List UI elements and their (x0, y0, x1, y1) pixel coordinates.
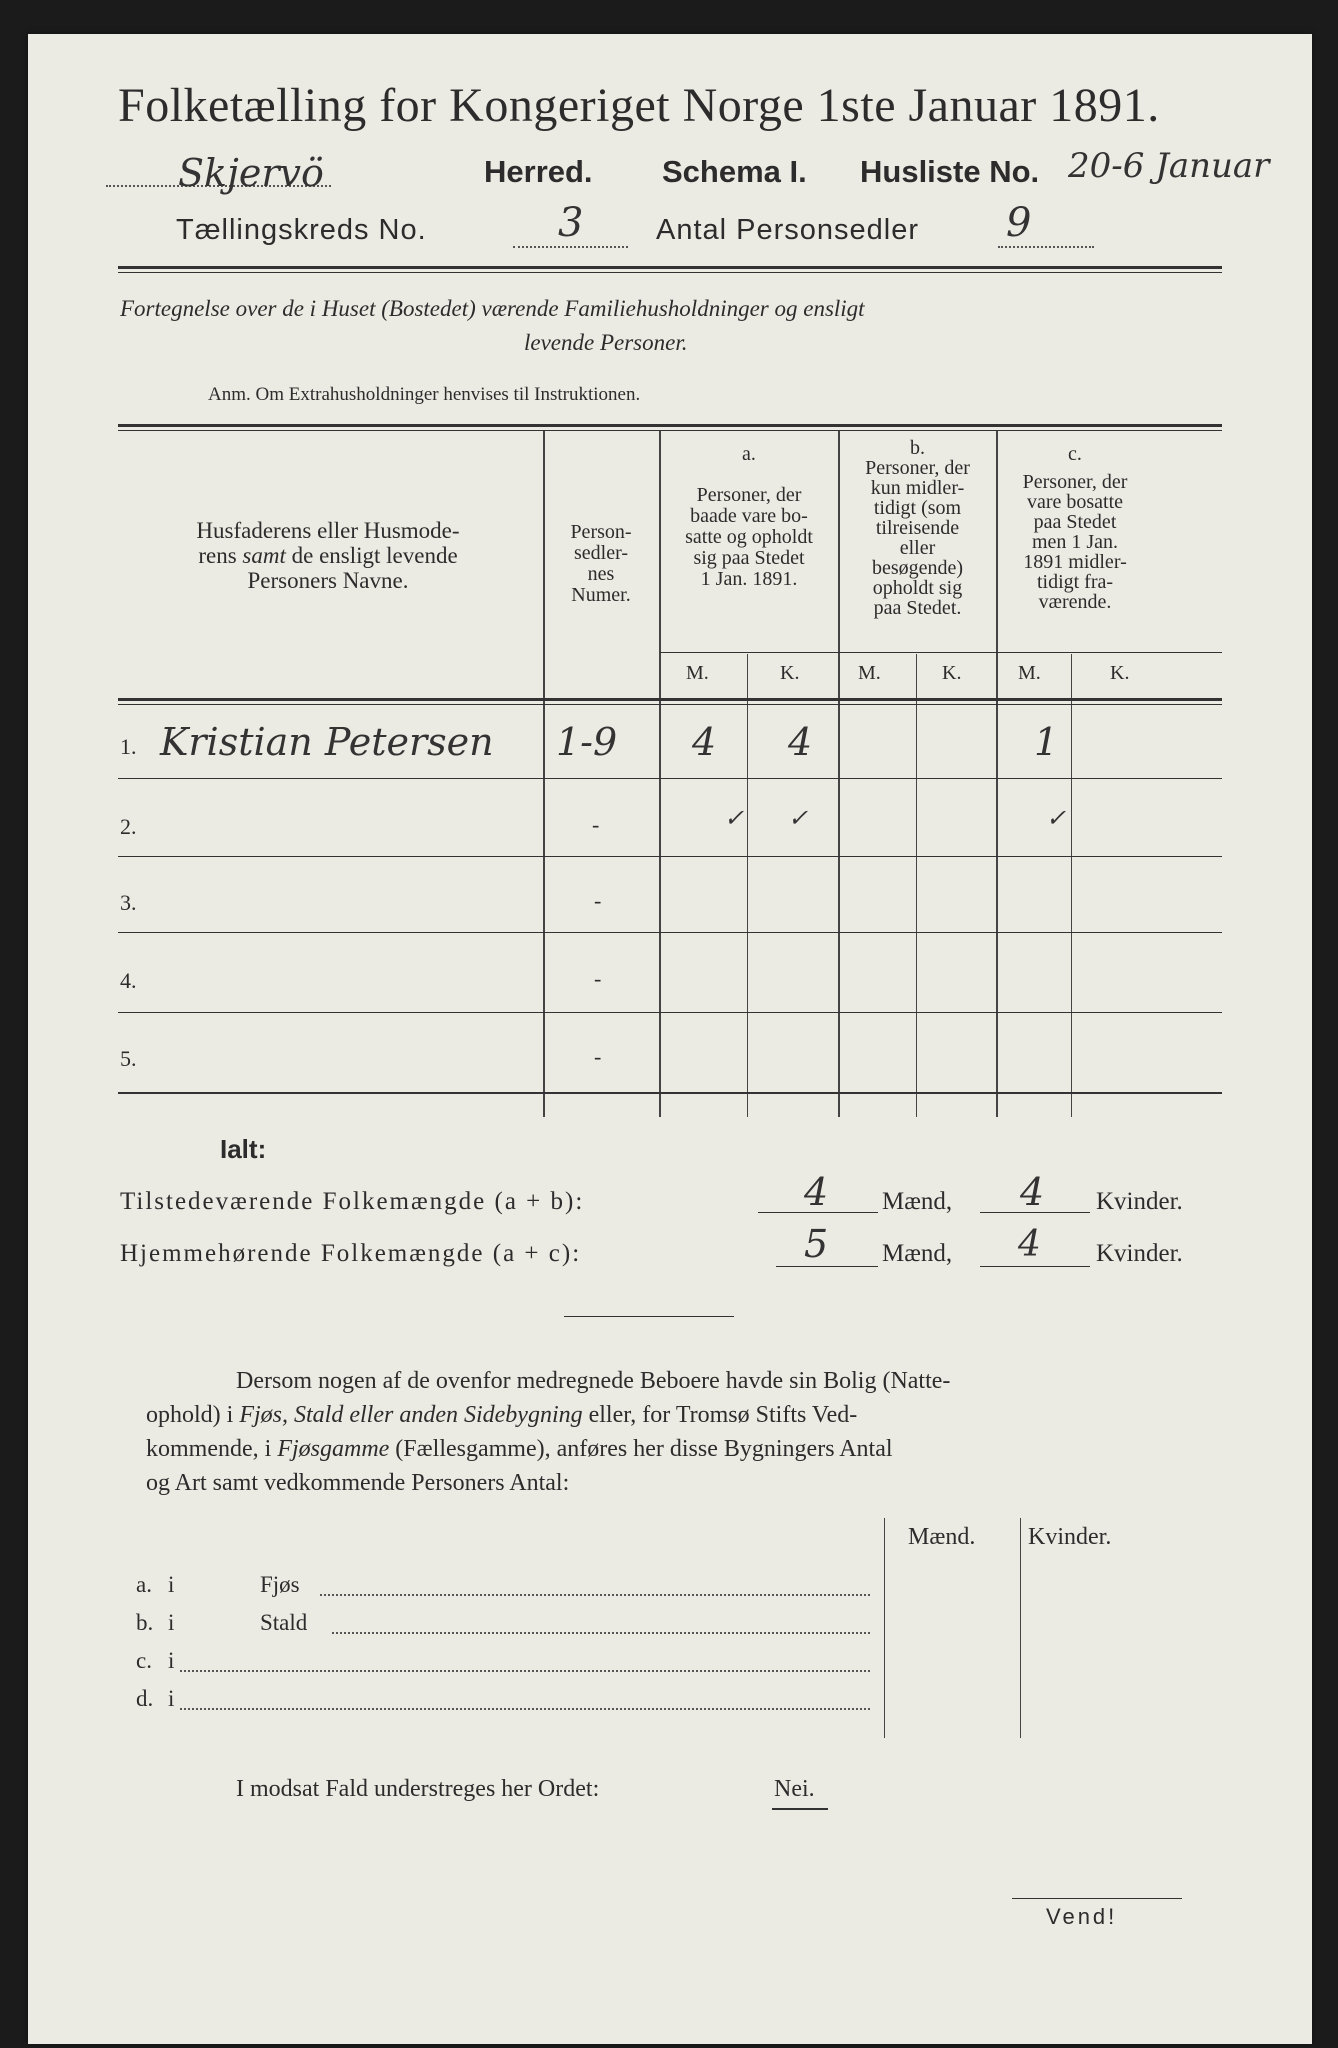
col-kvinder: Kvinder. (1028, 1524, 1112, 1550)
row-a-k: 4 (788, 720, 813, 764)
herred-value: Skjervö (178, 151, 324, 195)
schema-label: Schema I. (662, 154, 807, 189)
mk-a-m: M. (686, 662, 709, 684)
form-title: Folketælling for Kongeriget Norge 1ste Januar 1891. (118, 79, 1160, 132)
antal-value: 9 (1006, 200, 1032, 246)
row-a-k: ✓ (788, 804, 809, 832)
husliste-value: 20-6 Januar (1068, 146, 1270, 186)
row-numer: - (592, 812, 600, 837)
ialt-label: Ialt: (220, 1134, 267, 1164)
anm-note: Anm. Om Extrahusholdninger henvises til Instruktionen. (208, 384, 641, 405)
col-header-numer: Person- sedler- nes Numer. (570, 521, 632, 606)
total1-kvinder: 4 (1020, 1170, 1045, 1214)
col-header-c: c. Personer, der vare bosatte paa Stedet men 1 Jan. 1891 midler- tidigt fra- værende. (1022, 443, 1128, 613)
intro-line1: Fortegnelse over de i Huset (Bostedet) værende Familiehusholdninger og ensligt (120, 296, 865, 321)
row-c-m: ✓ (1046, 804, 1067, 832)
mk-b-m: M. (858, 662, 881, 684)
mk-b-k: K. (942, 662, 962, 684)
row-a-m: ✓ (724, 804, 745, 832)
kreds-value: 3 (558, 200, 584, 246)
row-numer: - (594, 966, 602, 991)
row-numer: - (594, 1044, 602, 1069)
col-header-a: a. Personer, der baade vare bo- satte og opholdt sig paa Stedet 1 Jan. 1891. (685, 443, 813, 590)
husliste-label: Husliste No. (860, 154, 1040, 189)
mk-a-k: K. (780, 662, 800, 684)
col-maend: Mænd. (908, 1524, 976, 1550)
antal-label: Antal Personsedler (656, 214, 920, 246)
herred-label: Herred. (484, 154, 593, 189)
total2-kvinder: 4 (1018, 1224, 1041, 1265)
row-numer: - (594, 888, 602, 913)
total2-maend: 5 (804, 1222, 829, 1266)
col-header-names: Husfaderens eller Husmode- rens samt de ensligt levende Personers Navne. (196, 518, 460, 593)
kreds-label: Tællingskreds No. (176, 214, 427, 246)
row-name: Kristian Petersen (160, 720, 494, 764)
intro-line2: levende Personer. (524, 330, 688, 355)
total1-maend: 4 (804, 1170, 829, 1214)
census-form-page: Folketælling for Kongeriget Norge 1ste Januar 1891. Skjervö Herred. Schema I. Husliste No. 20-6 Januar Tællingskreds No. 3 Antal Personsedler 9 Fortegnelse over de i Huset (Bostedet) værende Familiehusholdninger og ensligt levende Personer. Anm. Om Extrahusholdninger henvises til Instruktionen. Husfaderens eller Husmode- rens samt de ensligt levende Personers Navne. Person- sedler- nes Numer. a. Personer, der baade vare bo- satte og opholdt sig paa Stedet 1 Jan. 1891. b. Personer, der kun midler- tidigt (som tilreisende eller besøgende) opholdt sig paa Stedet. c. Personer, der vare bosatte paa Stedet men 1 Jan. 1891 midler- tidigt fra- værende. M. K. M. K. M. K. 1. Kristian Petersen 1-9 4 4 1 2. - ✓ ✓ ✓ 3. - 4. - 5. - Ialt: Tilstedeværende Folkemængde (a + b): 4 Mænd, 4 Kvinder. Hjemmehørende Folkemængde (a + c): 5 Mænd, 4 Kvinder. Dersom nogen af de ovenfor medregnede Beboere havde sin Bolig (Natte- ophold) i Fjøs, Stald eller anden Sidebygning eller, for Tromsø Stifts Ved- kommende, i Fjøsgamme (Fællesgamme), anføres her disse Bygningers Antal og Art samt vedkommende Personers Antal: Mænd. Kvinder. a. i Fjøs b. i Stald c. i d. i I modsat Fald understreges her Ordet: Nei. Vend! (28, 34, 1312, 2044)
vend-label: Vend! (1046, 1904, 1118, 1929)
nei-word: Nei. (774, 1776, 815, 1802)
row-a-m: 4 (692, 720, 717, 764)
row-numer: 1-9 (556, 720, 618, 764)
mk-c-k: K. (1110, 662, 1130, 684)
row-c-m: 1 (1034, 720, 1059, 764)
mk-c-m: M. (1018, 662, 1041, 684)
modsat-text: I modsat Fald understreges her Ordet: (236, 1776, 600, 1802)
col-header-b: b. Personer, der kun midler- tidigt (som tilreisende eller besøgende) opholdt sig paa Stedet. (865, 437, 970, 619)
